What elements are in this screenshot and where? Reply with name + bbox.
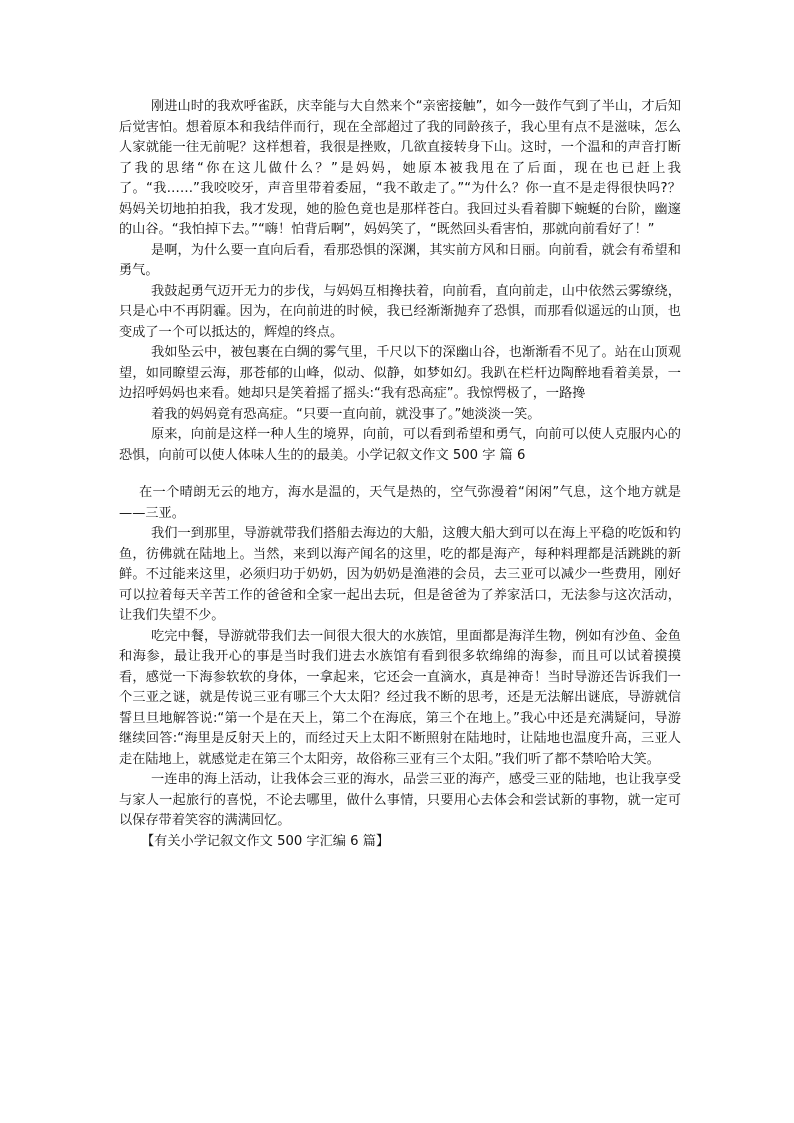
closing-title: 【有关小学记叙文作文 500 字汇编 6 篇】 [141,833,390,849]
paragraph: 我如坠云中，被包裹在白绸的雾气里，千尺以下的深幽山谷，也渐渐看不见了。站在山顶观望，如同瞭望云海，那苍郁的山峰，似动、似静，如梦如幻。我趴在栏杆边陶醉地看着美景，一边招呼妈妈也来看。她却只是笑着摇了摇头:“我有恐高症”。我惊愕极了，一路搀 [119,345,681,401]
paragraph: 刚进山时的我欢呼雀跃，庆幸能与大自然来个“亲密接触”，如今一鼓作气到了半山，才后知后觉害怕。想着原本和我结伴而行，现在全部超过了我的同龄孩子，我心里有点不是滋味，怎么人家就能一往无前呢？这样想着，我很是挫败，几欲直接转身下山。这时，一个温和的声音打断了我的思绪“你在这儿做什么？”是妈妈，她原本被我甩在了后面，现在也已赶上我了。“我……”我咬咬牙，声音里带着委屈，“我不敢走了。”“为什么？你一直不是走得很快吗?？妈妈关切地拍拍我，我才发现，她的脸色竟也是那样苍白。我回过头看着脚下蜿蜒的台阶，幽邃的山谷。“我怕掉下去。”“嗨！怕背后啊”，妈妈笑了，“既然回头看害怕，那就向前看好了！” [119,99,681,237]
document-page [119,97,681,852]
paragraph: 我鼓起勇气迈开无力的步伐，与妈妈互相搀扶着，向前看，直向前走，山中依然云雾缭绕，只是心中不再阴霾。因为，在向前进的时候，我已经渐渐抛弃了恐惧，而那看似遥远的山顶，也变成了一个可以抵达的，辉煌的终点。 [119,283,681,340]
section-gap [119,466,681,483]
paragraph: 是啊，为什么要一直向后看，看那恐惧的深渊，其实前方风和日丽。向前看，就会有希望和勇气。 [119,242,681,278]
paragraph: 吃完中餐，导游就带我们去一间很大很大的水族馆，里面都是海洋生物，例如有沙鱼、金鱼和海参，最让我开心的事是当时我们进去水族馆有看到很多软绵绵的海参，而且可以试着摸摸看，感觉一下海参软软的身体，一拿起来，它还会一直滴水，真是神奇！当时导游还告诉我们一个三亚之谜，就是传说三亚有哪三个大太阳？经过我不断的思考，还是无法解出谜底，导游就信誓旦旦地解答说:“第一个是在天上，第二个在海底，第三个在地上。”我心中还是充满疑问，导游继续回答:“海里是反射天上的，而经过天上太阳不断照射在陆地时，让陆地也温度升高，三亚人走在陆地上，就感觉走在第三个太阳旁，故俗称三亚有三个太阳。”我们听了都不禁哈哈大笑。 [119,628,681,767]
paragraph: 一连串的海上活动，让我体会三亚的海水，品尝三亚的海产，感受三亚的陆地，也让我享受与家人一起旅行的喜悦，不论去哪里，做什么事情，只要用心去体会和尝试新的事物，就一定可以保存带着笑容的满满回忆。 [119,772,681,828]
paragraph: 原来，向前是这样一种人生的境界，向前，可以看到希望和勇气，向前可以使人克服内心的恐惧，向前可以使人体味人生的的最美。小学记叙文作文 500 字 篇 6 [119,427,681,463]
paragraph: 着我的妈妈竟有恐高症。“只要一直向前，就没事了。”她淡淡一笑。 [151,406,541,422]
paragraph: 我们一到那里，导游就带我们搭船去海边的大船，这艘大船大到可以在海上平稳的吃饭和钓鱼，彷佛就在陆地上。当然，来到以海产闻名的这里，吃的都是海产，每种料理都是活跳跳的新鲜。不过能来这里，必须归功于奶奶，因为奶奶是渔港的会员，去三亚可以减少一些费用，刚好可以拉着每天辛苦工作的爸爸和全家一起出去玩，但是爸爸为了养家活口，无法参与这次活动，让我们失望不少。 [119,526,681,623]
paragraph: 在一个晴朗无云的地方，海水是温的，天气是热的，空气弥漫着“闲闲”气息，这个地方就是——三亚。 [119,485,681,521]
